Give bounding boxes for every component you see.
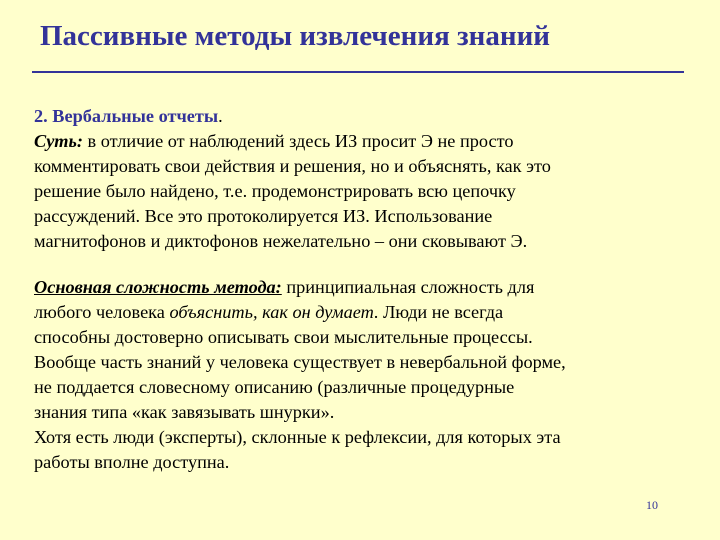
essence-line-1	[34, 129, 694, 154]
difficulty-label: Основная сложность метода:	[34, 277, 282, 297]
difficulty-line-1	[34, 275, 694, 300]
difficulty-line-2	[34, 300, 694, 325]
essence-line-3: решение было найдено, т.е. продемонстрировать всю цепочку	[34, 181, 516, 201]
essence-text: в отличие от наблюдений здесь ИЗ просит Э не просто	[82, 131, 514, 151]
essence-line-5: магнитофонов и диктофонов нежелательно – они сковывают Э.	[34, 231, 528, 251]
slide-title: Пассивные методы извлечения знаний	[40, 20, 550, 52]
difficulty-text: принципиальная сложность для	[281, 277, 535, 297]
essence-label: Суть:	[34, 131, 83, 151]
difficulty-emphasis: объяснить, как он думает	[169, 302, 374, 322]
difficulty-line-2-start: любого человека	[34, 302, 170, 322]
title-divider	[32, 71, 684, 73]
essence-line-2: комментировать свои действия и решения, но и объяснять, как это	[34, 156, 551, 176]
slide-body	[34, 104, 694, 475]
paragraph-gap	[34, 254, 694, 275]
section-heading-line	[34, 104, 694, 129]
difficulty-line-7: Хотя есть люди (эксперты), склонные к рефлексии, для которых эта	[34, 427, 561, 447]
section-heading-period: .	[218, 106, 223, 126]
section-heading: 2. Вербальные отчеты	[34, 106, 219, 126]
difficulty-line-8: работы вполне доступна.	[34, 452, 230, 472]
page-number: 10	[646, 498, 658, 512]
difficulty-line-4: Вообще часть знаний у человека существует в невербальной форме,	[34, 352, 566, 372]
difficulty-line-6: знания типа «как завязывать шнурки».	[34, 402, 335, 422]
essence-line-4: рассуждений. Все это протоколируется ИЗ. Использование	[34, 206, 493, 226]
difficulty-line-3: способны достоверно описывать свои мыслительные процессы.	[34, 327, 533, 347]
difficulty-line-5: не поддается словесному описанию (различные процедурные	[34, 377, 515, 397]
difficulty-line-2-end: . Люди не всегда	[373, 302, 504, 322]
